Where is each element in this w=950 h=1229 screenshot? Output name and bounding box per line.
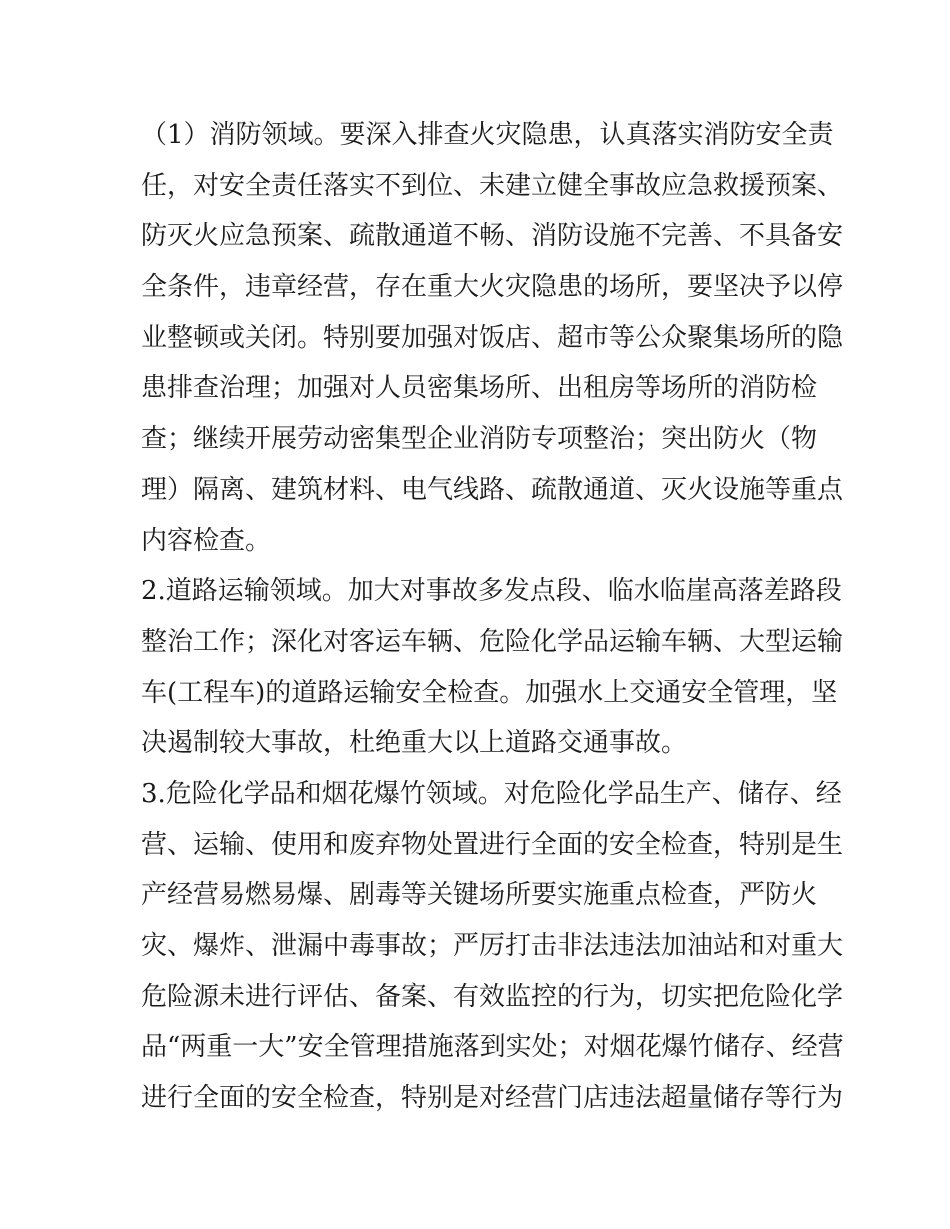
- text-line: 品“两重一大”安全管理措施落到实处；对烟花爆竹储存、经营: [141, 1032, 844, 1063]
- text-line: 车(工程车)的道路运输安全检查。加强水上交通安全管理，坚: [141, 677, 838, 708]
- text-line: （1）消防领域。要深入排查火灾隐患，认真落实消防安全责: [141, 120, 834, 150]
- text-line: 全条件，违章经营，存在重大火灾隐患的场所，要坚决予以停: [141, 272, 844, 303]
- text-line: 患排查治理；加强对人员密集场所、出租房等场所的消防检: [141, 373, 818, 404]
- text-line: 灾、爆炸、泄漏中毒事故；严厉打击非法违法加油站和对重大: [141, 931, 844, 961]
- text-line: 营、运输、使用和废弃物处置进行全面的安全检查，特别是生: [141, 829, 844, 860]
- text-line: 内容检查。: [141, 525, 272, 556]
- body-text: [141, 110, 844, 1124]
- text-line: 3.危险化学品和烟花爆竹领域。对危险化学品生产、储存、经: [141, 778, 842, 809]
- text-line: 决遏制较大事故，杜绝重大以上道路交通事故。: [141, 728, 688, 759]
- text-line: 防灭火应急预案、疏散通道不畅、消防设施不完善、不具备安: [141, 221, 844, 252]
- text-line: 整治工作；深化对客运车辆、危险化学品运输车辆、大型运输: [141, 626, 844, 657]
- text-line: 查；继续开展劳动密集型企业消防专项整治；突出防火（物: [141, 424, 818, 455]
- text-line: 理）隔离、建筑材料、电气线路、疏散通道、灭火设施等重点: [141, 474, 844, 505]
- text-line: 产经营易燃易爆、剧毒等关键场所要实施重点检查，严防火: [141, 880, 818, 911]
- text-line: 2.道路运输领域。加大对事故多发点段、临水临崖高落差路段: [141, 576, 842, 607]
- text-line: 任，对安全责任落实不到位、未建立健全事故应急救援预案、: [141, 170, 844, 201]
- text-line: 进行全面的安全检查，特别是对经营门店违法超量储存等行为: [141, 1083, 844, 1114]
- text-line: 危险源未进行评估、备案、有效监控的行为，切实把危险化学: [141, 981, 844, 1012]
- text-line: 业整顿或关闭。特别要加强对饭店、超市等公众聚集场所的隐: [141, 322, 844, 353]
